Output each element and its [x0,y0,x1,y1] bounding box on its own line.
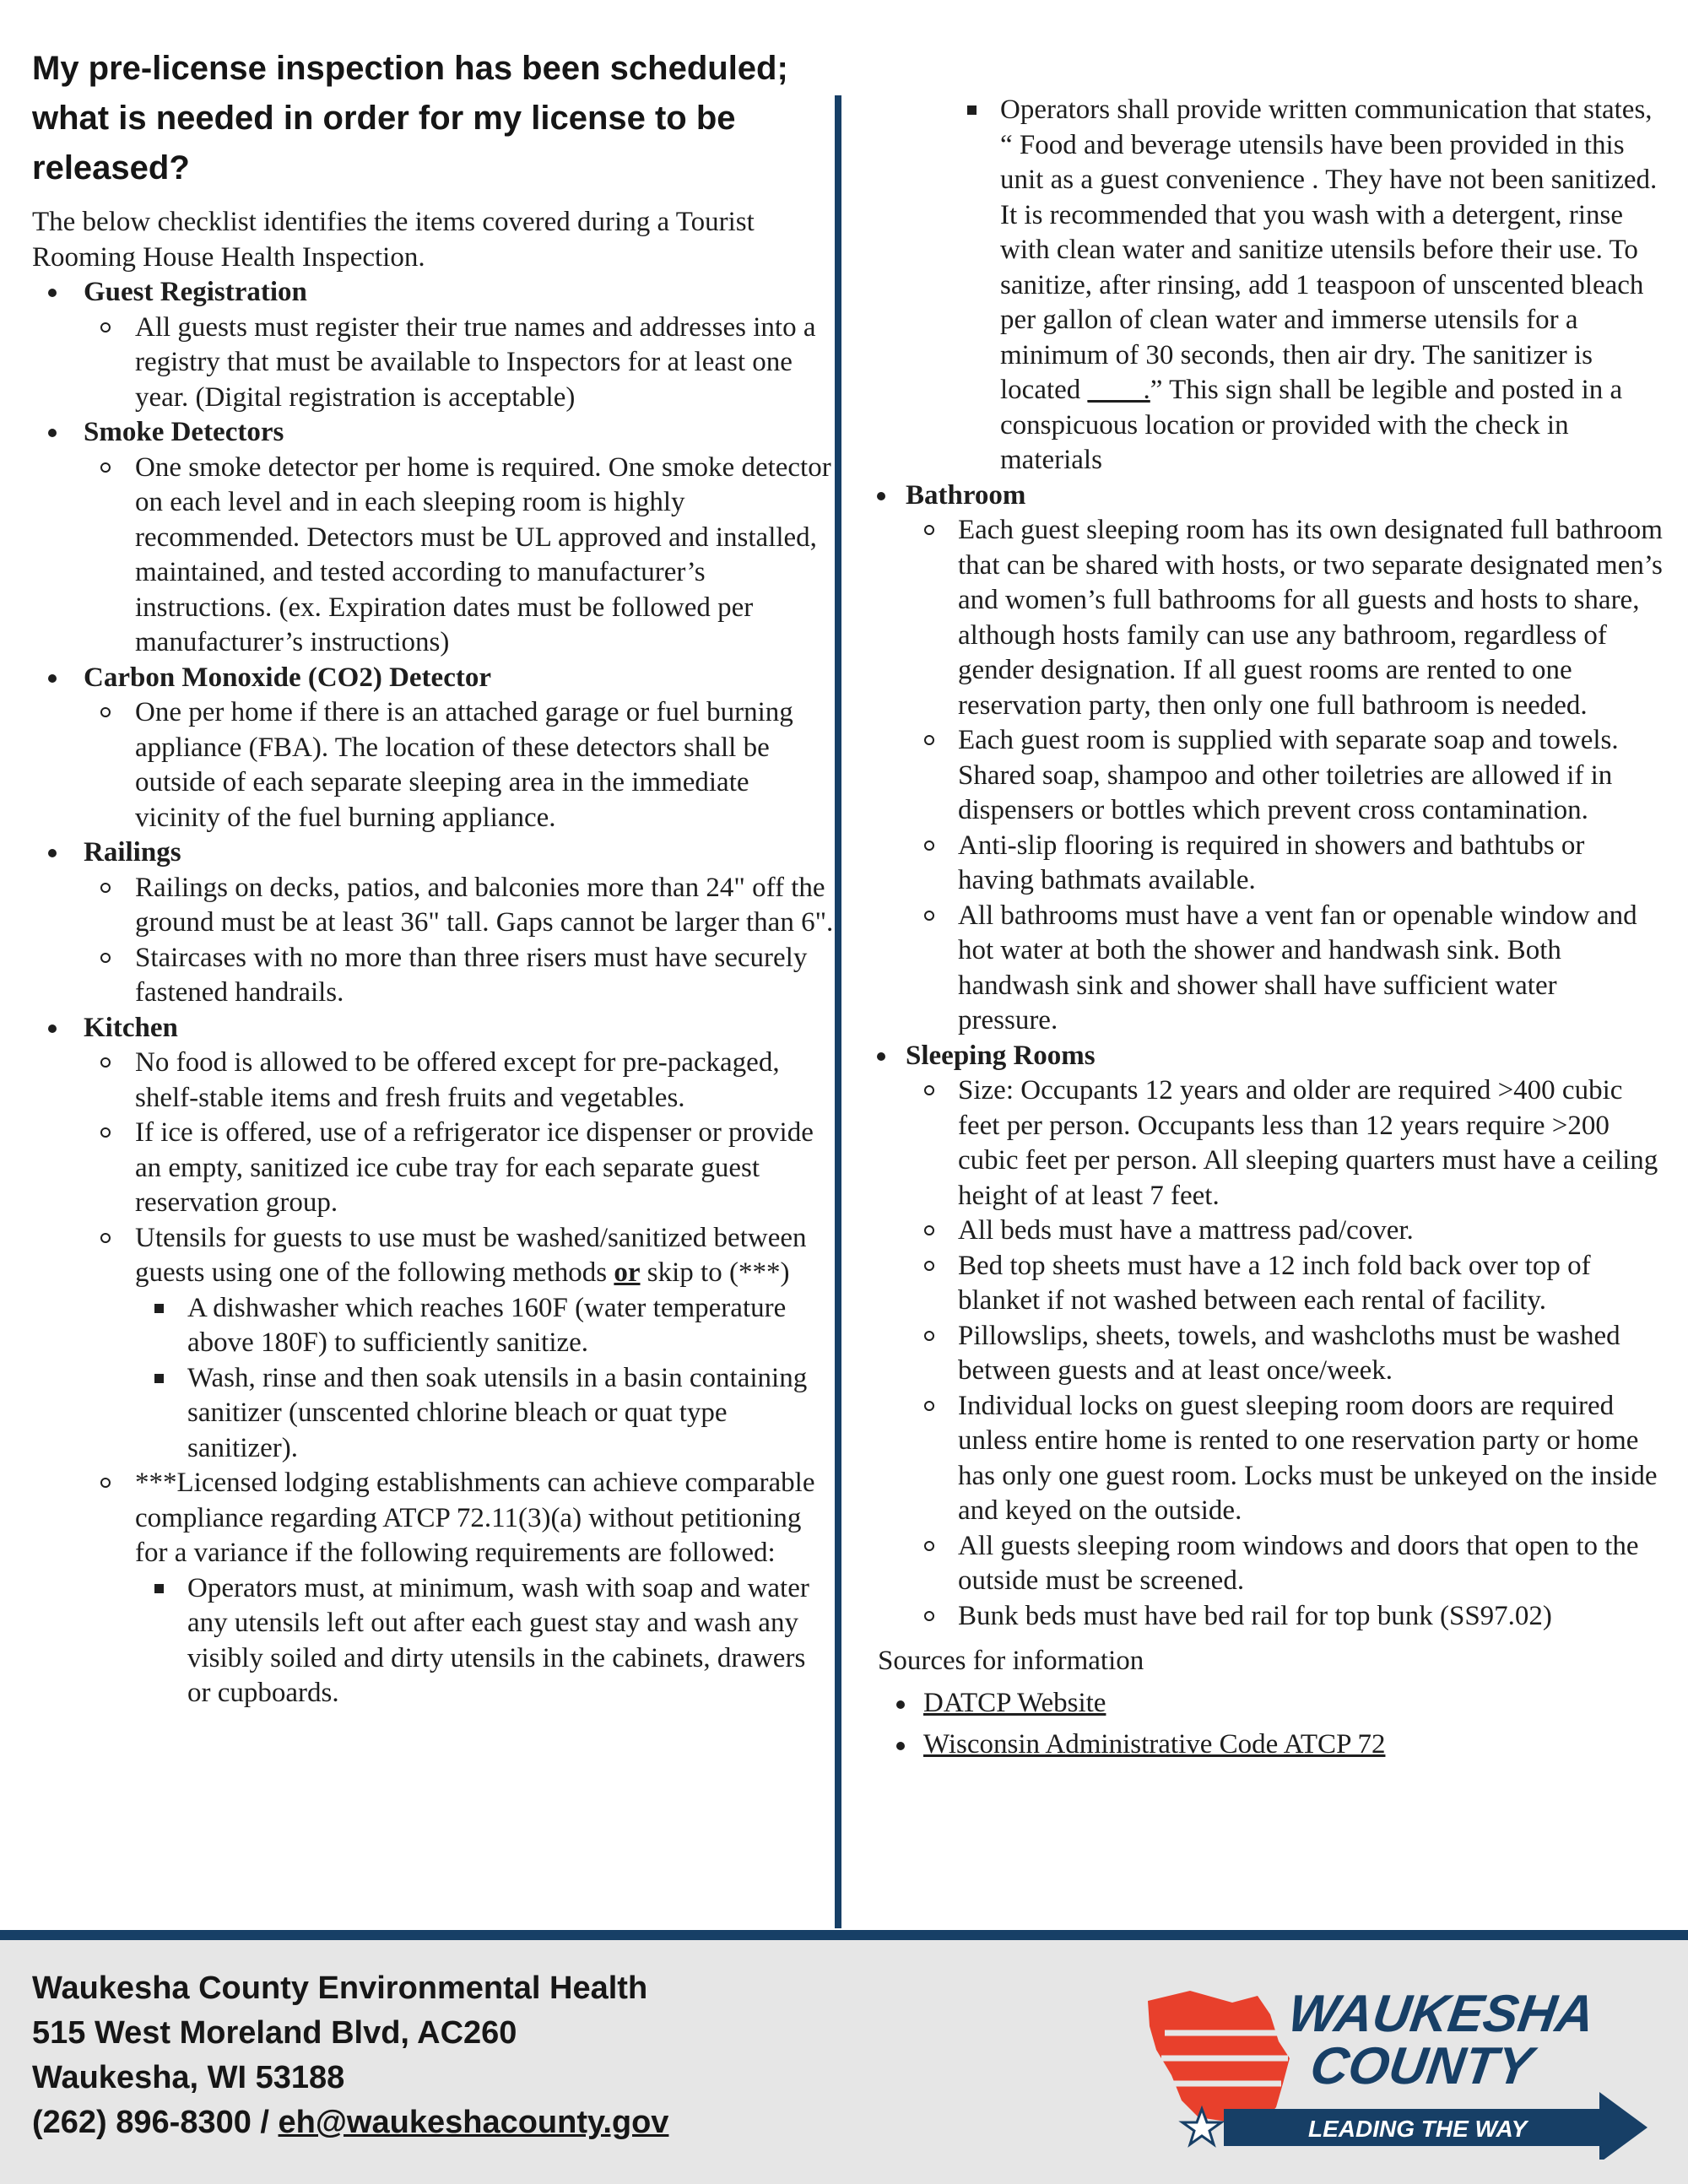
sources-list [888,1683,1663,1765]
column-divider [835,95,841,1928]
address-line: 515 West Moreland Blvd, AC260 [32,2015,517,2051]
footer [0,1940,1688,2184]
section-heading: Carbon Monoxide (CO2) Detector [84,662,491,693]
waukesha-county-logo [1131,1965,1654,2160]
list-item: A dishwasher which reaches 160F (water temperature above 180F) to sufficiently sanitize. [135,1291,834,1361]
written-comm-text-end: ” This sign shall be legible and posted in a conspicuous location or provided with the check in materials [1000,375,1623,475]
utensils-or: or [614,1257,641,1288]
list-item: One smoke detector per home is required. One smoke detector on each level and in each sleeping room is highly recommended. Detectors must be UL approved and installed, maintained, and tested according to manufacturer’s instructions. (ex. Expiration dates must be followed per manufacturer’s instructions) [84,451,834,661]
list-item: Railings on decks, patios, and balconies more than 24" off the ground must be at least 36" tall. Gaps cannot be larger than 6". [84,871,834,941]
written-comm-text: Operators shall provide written communication that states, “ Food and beverage utensils have been provided in this unit as a guest convenience . They have not been sanitized. It is recommended that you wash with a detergent, rinse with clean water and sanitize utensils before their use. To sanitize, after rinsing, add 1 teaspoon of unscented bleach per gallon of clean water and immerse utensils for a minimum of 30 seconds, then air dry. The sanitizer is located [1000,95,1658,405]
logo-line2: COUNTY [1307,2037,1536,2095]
list-item: Pillowslips, sheets, towels, and washcloths must be washed between guests and at least once/week. [906,1319,1663,1389]
page-title: My pre-license inspection has been scheduled; what is needed in order for my license to be released? [32,50,788,187]
contact-block [32,1966,668,2145]
list-item-written-communication [948,93,1663,478]
list-item: Bunk beds must have bed rail for top bunk (SS97.02) [906,1599,1663,1635]
section-railings [32,835,834,1011]
continued-list [948,93,1663,478]
section-smoke-detectors [32,415,834,661]
list-item: Size: Occupants 12 years and older are required >400 cubic feet per person. Occupants less than 12 years require >200 cubic feet per person. All sleeping quarters must have a ceiling height of at least 7 feet. [906,1073,1663,1214]
section-sleeping-rooms [869,1039,1663,1635]
list-item: All beds must have a mattress pad/cover. [906,1214,1663,1249]
sanitizer-location-blank: ____. [1087,375,1150,405]
wisconsin-map-icon [1148,1991,1290,2122]
list-item: Staircases with no more than three risers must have securely fastened handrails. [84,941,834,1011]
section-heading: Smoke Detectors [84,417,284,447]
list-item: Individual locks on guest sleeping room doors are required unless entire home is rented to one reservation party or home has only one guest room. Locks must be unkeyed on the inside and keyed on the outside. [906,1389,1663,1529]
list-item: Anti-slip flooring is required in showers and bathtubs or having bathmats available. [906,829,1663,899]
logo-tagline: LEADING THE WAY [1308,2116,1528,2142]
list-item: One per home if there is an attached garage or fuel burning appliance (FBA). The location of these detectors shall be outside of each separate sleeping area in the immediate vicinity of the fuel burning appliance. [84,695,834,835]
logo-line1: WAUKESHA [1285,1985,1599,2043]
contact-line [32,2100,668,2145]
org-name: Waukesha County Environmental Health [32,1970,648,2006]
intro-text: The below checklist identifies the items covered during a Tourist Rooming House Health Inspection. [32,207,755,273]
section-heading: Sleeping Rooms [906,1040,1096,1071]
list-item: Each guest sleeping room has its own designated full bathroom that can be shared with hosts, or two separate designated men’s and women’s full bathrooms for all guests and hosts to share, although hosts family can use any bathroom, regardless of gender designation. If all guest rooms are rented to one reservation party, then only one full bathroom is needed. [906,513,1663,723]
list-item: Wash, rinse and then soak utensils in a basin containing sanitizer (unscented chlorine bleach or quat type sanitizer). [135,1361,834,1467]
list-item: Operators must, at minimum, wash with soap and water any utensils left out after each guest stay and wash any visibly soiled and dirty utensils in the cabinets, drawers or cupboards. [135,1571,834,1711]
footer-rule [0,1930,1688,1940]
checklist-continued [869,478,1663,1635]
licensed-text: ***Licensed lodging establishments can achieve comparable compliance regarding ATCP 72.11(3)(a) without petitioning for a variance if the following requirements are followed: [135,1468,815,1568]
list-item: All guests must register their true names and addresses into a registry that must be available to Inspectors for at least one year. (Digital registration is acceptable) [84,311,834,416]
section-heading: Kitchen [84,1012,178,1043]
list-item: Bed top sheets must have a 12 inch fold back over top of blanket if not washed between each rental of facility. [906,1249,1663,1319]
checklist [32,275,834,1711]
phone-number: (262) 896-8300 / [32,2105,279,2140]
utensils-text-end: skip to (***) [640,1257,790,1288]
email-link[interactable]: eh@waukeshacounty.gov [278,2105,669,2140]
list-item-licensed [84,1466,834,1711]
list-item: No food is allowed to be offered except for pre-packaged, shelf-stable items and fresh fruits and vegetables. [84,1046,834,1116]
section-kitchen [32,1011,834,1711]
section-bathroom [869,478,1663,1039]
section-heading: Railings [84,837,181,868]
sources-title: Sources for information [878,1646,1144,1676]
source-item [888,1724,1663,1765]
utensils-text: Utensils for guests to use must be washed/sanitized between guests using one of the following methods [135,1222,807,1288]
list-item-utensils [84,1221,834,1467]
left-column [32,44,834,1711]
section-carbon-monoxide [32,661,834,836]
section-guest-registration [32,275,834,415]
list-item: All bathrooms must have a vent fan or openable window and hot water at both the shower and handwash sink. Both handwash sink and shower shall have sufficient water pressure. [906,899,1663,1039]
source-item [888,1683,1663,1724]
city-line: Waukesha, WI 53188 [32,2060,345,2095]
right-column [869,93,1663,1765]
section-heading: Bathroom [906,479,1026,511]
section-heading: Guest Registration [84,277,307,307]
list-item: If ice is offered, use of a refrigerator ice dispenser or provide an empty, sanitized ice cube tray for each separate guest reservation group. [84,1116,834,1221]
datcp-website-link[interactable]: DATCP Website [923,1687,1106,1718]
atcp72-code-link[interactable]: Wisconsin Administrative Code ATCP 72 [923,1728,1386,1760]
list-item: All guests sleeping room windows and doors that open to the outside must be screened. [906,1529,1663,1599]
list-item: Each guest room is supplied with separate soap and towels. Shared soap, shampoo and other toiletries are allowed if in dispensers or bottles which prevent cross contamination. [906,723,1663,829]
